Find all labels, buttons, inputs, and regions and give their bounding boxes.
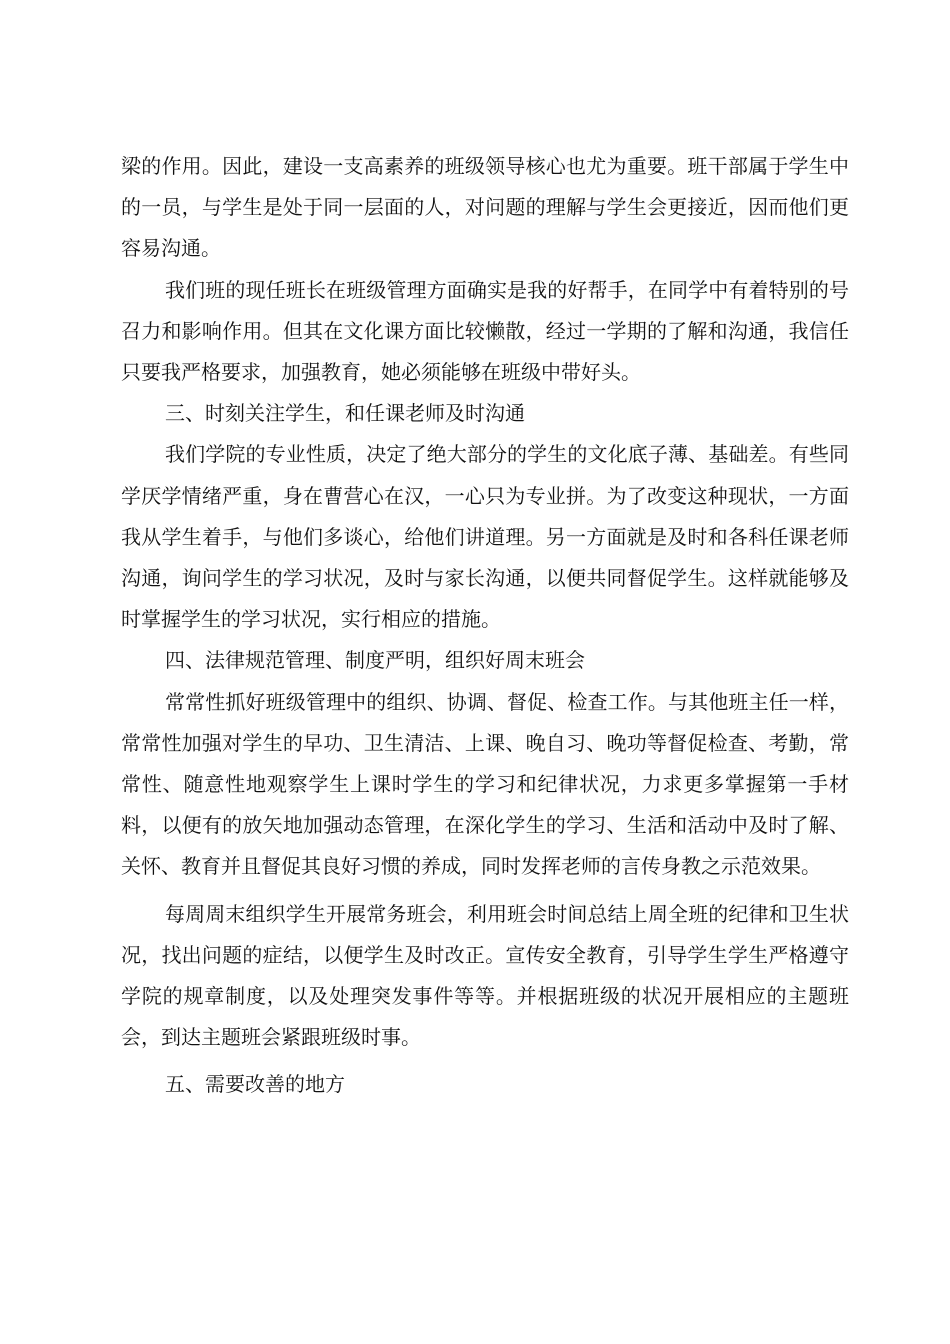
paragraph-class-monitor: 我们班的现任班长在班级管理方面确实是我的好帮手，在同学中有着特别的号召力和影响作用。但其在文化课方面比较懒散，经过一学期的了解和沟通，我信任只要我严格要求，加强教育，她必须能够在班级中带好头。 [121,277,849,385]
document-body [121,146,849,1106]
paragraph-management-work: 常常性抓好班级管理中的组织、协调、督促、检查工作。与其他班主任一样，常常性加强对学生的早功、卫生清洁、上课、晚自习、晚功等督促检查、考勤，常常性、随意性地观察学生上课时学生的学习和纪律状况，力求更多掌握第一手材料，以便有的放矢地加强动态管理，在深化学生的学习、生活和活动中及时了解、关怀、教育并且督促其良好习惯的养成，同时发挥老师的言传身教之示范效果。 [121,689,849,879]
paragraph-weekly-meeting: 每周周末组织学生开展常务班会，利用班会时间总结上周全班的纪律和卫生状况，找出问题的症结，以便学生及时改正。宣传安全教育，引导学生学生严格遵守学院的规章制度，以及处理突发事件等等。并根据班级的状况开展相应的主题班会，到达主题班会紧跟班级时事。 [121,901,849,1050]
paragraph-continuation: 梁的作用。因此，建设一支高素养的班级领导核心也尤为重要。班干部属于学生中的一员，与学生是处于同一层面的人，对问题的理解与学生会更接近，因而他们更容易沟通。 [121,154,849,261]
section-heading-5: 五、需要改善的地方 [165,1072,345,1097]
paragraph-student-attention: 我们学院的专业性质，决定了绝大部分的学生的文化底子薄、基础差。有些同学厌学情绪严重，身在曹营心在汉，一心只为专业拼。为了改变这种现状，一方面我从学生着手，与他们多谈心，给他们讲道理。另一方面就是及时和各科任课老师沟通，询问学生的学习状况，及时与家长沟通，以便共同督促学生。这样就能够及时掌握学生的学习状况，实行相应的措施。 [121,442,849,632]
section-heading-3: 三、时刻关注学生，和任课老师及时沟通 [165,401,525,426]
section-heading-4: 四、法律规范管理、制度严明，组织好周末班会 [165,648,585,673]
